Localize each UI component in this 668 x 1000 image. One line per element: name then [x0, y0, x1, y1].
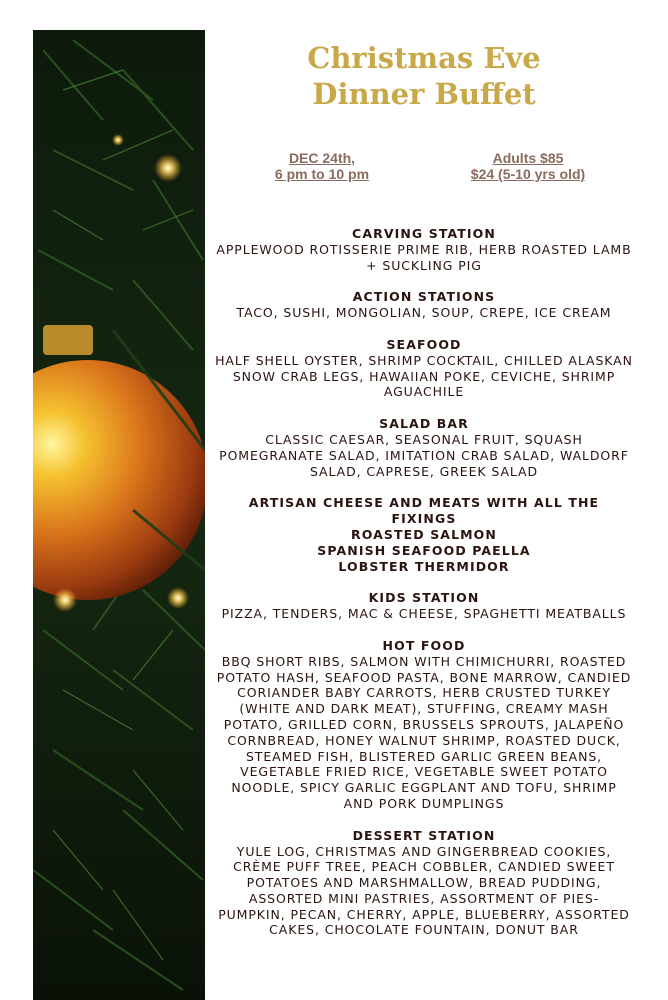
page-title — [215, 40, 633, 112]
title-line-2: Dinner Buffet — [312, 77, 536, 111]
section-heading: SEAFOOD — [386, 336, 462, 352]
section-heading: DESSERT STATION — [352, 827, 496, 843]
section-items: CLASSIC CAESAR, SEASONAL FRUIT, SQUASH POMEGRANATE SALAD, IMITATION CRAB SALAD, WALDORF SALAD, CAPRESE, GREEK SALAD — [219, 431, 629, 479]
section-heading: SALAD BAR — [379, 416, 469, 432]
event-date-time — [237, 150, 407, 182]
title-line-1: Christmas Eve — [307, 41, 541, 75]
price-adults: Adults $85 — [492, 150, 564, 166]
section-heading: HOT FOOD — [382, 637, 466, 653]
section-salad-bar — [215, 416, 633, 479]
special-item: ROASTED SALMON — [351, 526, 497, 542]
section-kids-station — [215, 590, 633, 622]
special-item: ARTISAN CHEESE AND MEATS WITH ALL THE FIXINGS — [248, 495, 600, 527]
menu-sections — [215, 226, 633, 954]
event-date: DEC 24th, — [288, 150, 356, 166]
section-items: YULE LOG, CHRISTMAS AND GINGERBREAD COOKIES, CRÈME PUFF TREE, PEACH COBBLER, CANDIED SWEET POTATOES AND MARSHMALLOW, BREAD PUDDING, ASSORTED MINI PASTRIES, ASSORTMENT OF PIES- PUMPKIN, PECAN, CHERRY, APPLE, BLUEBERRY, ASSORTED CAKES, CHOCOLATE FOUNTAIN, DONUT BAR — [218, 843, 630, 938]
section-items: TACO, SUSHI, MONGOLIAN, SOUP, CREPE, ICE CREAM — [236, 305, 612, 321]
section-carving-station — [215, 226, 633, 273]
event-time: 6 pm to 10 pm — [274, 166, 370, 182]
menu-content — [215, 0, 633, 1000]
price-kids: $24 (5-10 yrs old) — [470, 166, 586, 182]
section-heading: KIDS STATION — [368, 590, 480, 606]
section-seafood — [215, 337, 633, 400]
section-items: HALF SHELL OYSTER, SHRIMP COCKTAIL, CHILLED ALASKAN SNOW CRAB LEGS, HAWAIIAN POKE, CEVICHE, SHRIMP AGUACHILE — [215, 352, 633, 400]
christmas-tree-photo — [33, 30, 205, 1000]
pricing — [443, 150, 613, 182]
section-heading: ACTION STATIONS — [352, 289, 496, 305]
section-hot-food — [215, 638, 633, 812]
section-items: APPLEWOOD ROTISSERIE PRIME RIB, HERB ROASTED LAMB + SUCKLING PIG — [216, 241, 632, 273]
special-item: SPANISH SEAFOOD PAELLA — [317, 542, 531, 558]
section-dessert-station — [215, 828, 633, 939]
section-action-stations — [215, 289, 633, 321]
special-item: LOBSTER THERMIDOR — [338, 558, 510, 574]
section-heading: CARVING STATION — [352, 226, 496, 241]
section-items: PIZZA, TENDERS, MAC & CHEESE, SPAGHETTI MEATBALLS — [221, 606, 627, 622]
section-specials — [215, 495, 633, 574]
section-items: BBQ SHORT RIBS, SALMON WITH CHIMICHURRI, ROASTED POTATO HASH, SEAFOOD PASTA, BONE MARROW, CANDIED CORIANDER BABY CARROTS, HERB CRUSTED TURKEY (WHITE AND DARK MEAT), STUFFING, CREAMY MASH POTATO, GRILLED CORN, BRUSSELS SPROUTS, JALAPEÑO CORNBREAD, HONEY WALNUT SHRIMP, ROASTED DUCK, STEAMED FISH, BLISTERED GARLIC GREEN BEANS, VEGETABLE FRIED RICE, VEGETABLE SWEET POTATO NOODLE, SPICY GARLIC EGGPLANT AND TOFU, SHRIMP AND PORK DUMPLINGS — [216, 653, 632, 811]
